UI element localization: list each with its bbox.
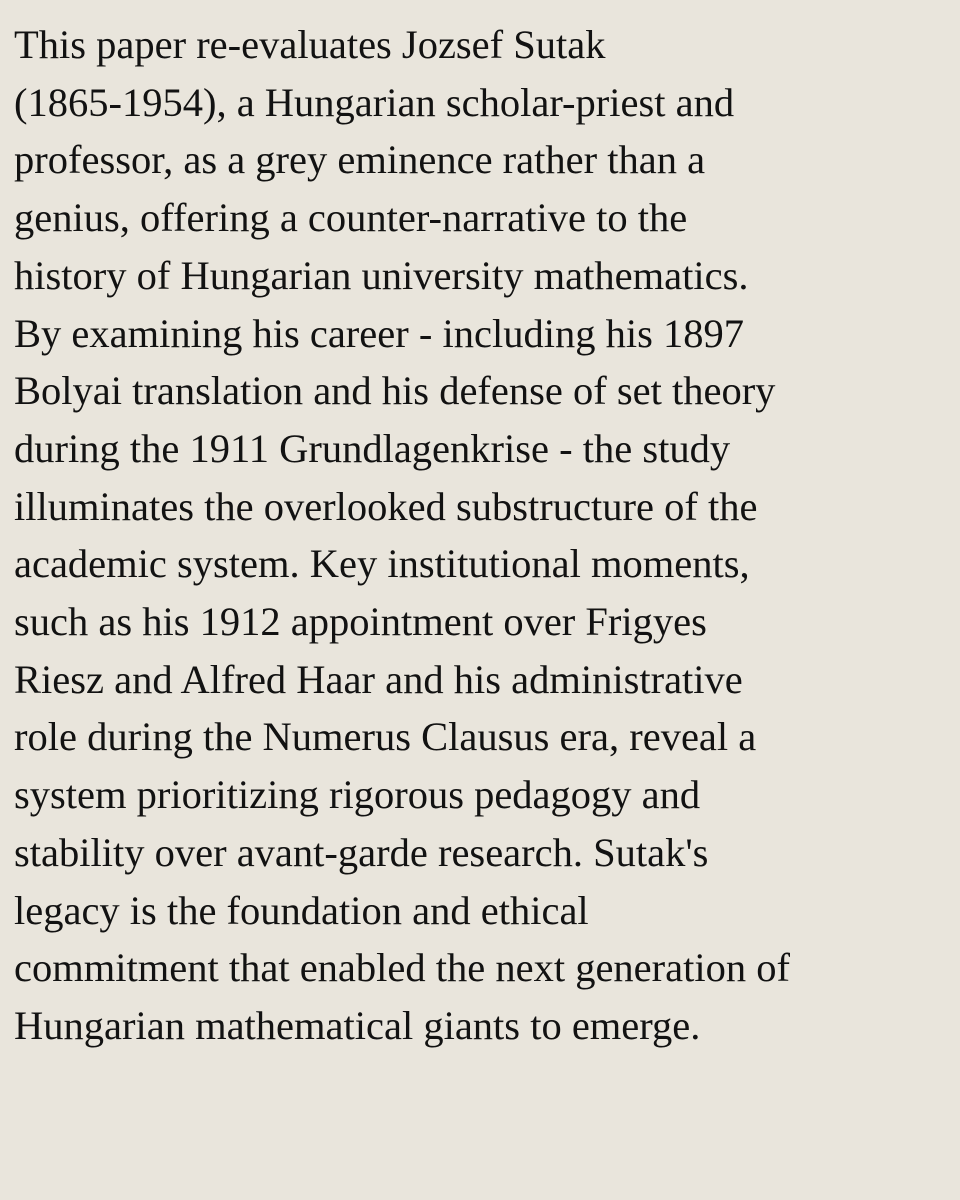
abstract-paragraph: This paper re-evaluates Jozsef Sutak (1865-1954), a Hungarian scholar-priest and professor, as a grey eminence rather than a genius, offering a counter-narrative to the history of Hungarian university mathematics. By examining his career - including his 1897 Bolyai translation and his defense of set theory during the 1911 Grundlagenkrise - the study illuminates the overlooked substructure of the academic system. Key institutional moments, such as his 1912 appointment over Frigyes Riesz and Alfred Haar and his administrative role during the Numerus Clausus era, reveal a system prioritizing rigorous pedagogy and stability over avant-garde research. Sutak's legacy is the foundation and ethical commitment that enabled the next generation of Hungarian mathematical giants to emerge. [14, 22, 790, 1048]
